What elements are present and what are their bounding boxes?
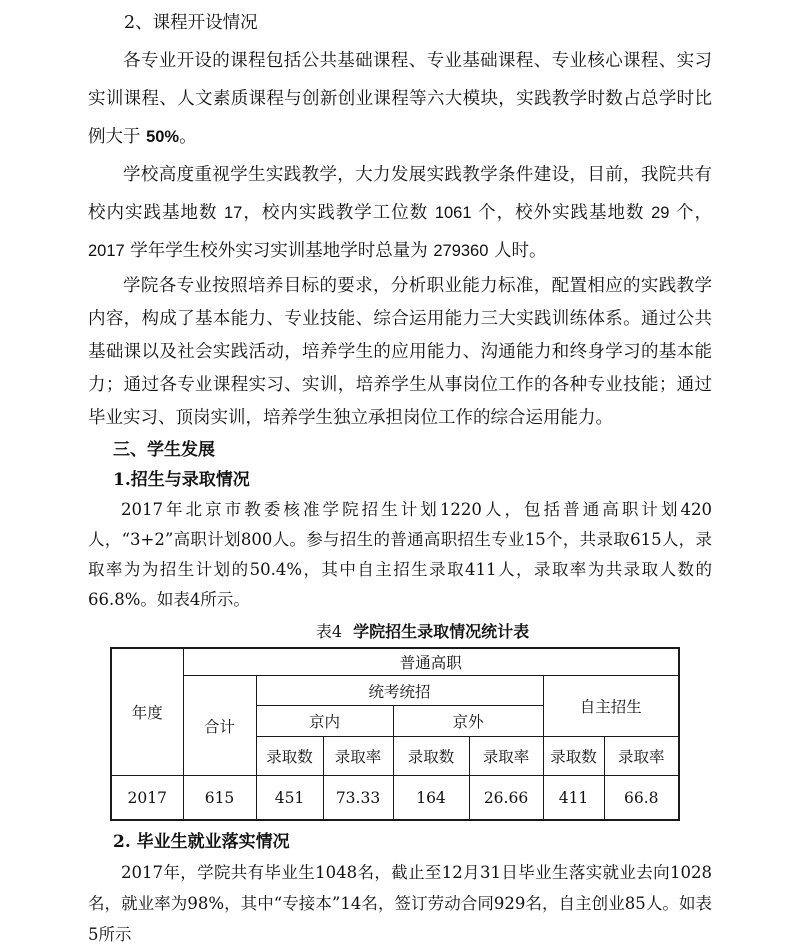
- cell-outside-count: 164: [393, 776, 469, 821]
- th-admitted-rate-independent: 录取率: [604, 737, 679, 776]
- heading-admission: 1.招生与录取情况: [113, 470, 250, 490]
- cell-total: 615: [183, 776, 256, 821]
- heading-employment: 2. 毕业生就业落实情况: [113, 832, 290, 852]
- th-admitted-count-independent: 录取数: [543, 737, 604, 776]
- th-admitted-rate-outside: 录取率: [469, 737, 543, 776]
- heading-curriculum: 2、课程开设情况: [124, 13, 258, 33]
- th-total: 合计: [183, 676, 256, 776]
- th-year: 年度: [111, 648, 183, 776]
- th-beijing-inside: 京内: [256, 706, 393, 737]
- cell-year: 2017: [111, 776, 183, 821]
- cell-independent-rate: 66.8: [604, 776, 679, 821]
- th-independent-admission: 自主招生: [543, 676, 679, 737]
- paragraph-employment: 2017年，学院共有毕业生1048名，截止至12月31日毕业生落实就业去向1028名，就业率为98%，其中“专接本”14名，签订劳动合同929名，自主创业85人。如表5所示: [88, 863, 712, 944]
- cell-inside-rate: 73.33: [323, 776, 393, 821]
- paragraph-training-system: 学院各专业按照培养目标的要求，分析职业能力标准，配置相应的实践教学内容，构成了基本能力、专业技能、综合运用能力三大实践训练体系。通过公共基础课以及社会实践活动，培养学生的应用能力、沟通能力和终身学习的基本能力；通过各专业课程实习、实训，培养学生从事岗位工作的各种专业技能；通过毕业实习、顶岗实训，培养学生独立承担岗位工作的综合运用能力。: [88, 276, 712, 428]
- th-admitted-rate-inside: 录取率: [323, 737, 393, 776]
- table-caption-title: 学院招生录取情况统计表: [353, 622, 530, 641]
- cell-inside-count: 451: [256, 776, 323, 821]
- paragraph-curriculum-overview: 各专业开设的课程包括公共基础课程、专业基础课程、专业核心课程、实习实训课程、人文素质课程与创新创业课程等六大模块，实践教学时数占总学时比例大于 50%。: [88, 51, 712, 147]
- cell-independent-count: 411: [543, 776, 604, 821]
- heading-student-development: 三、学生发展: [113, 440, 215, 460]
- th-general-vocational: 普通高职: [183, 648, 679, 676]
- th-admitted-count-inside: 录取数: [256, 737, 323, 776]
- table-caption: [133, 621, 712, 643]
- th-beijing-outside: 京外: [393, 706, 543, 737]
- th-unified-exam: 统考统招: [256, 676, 543, 706]
- paragraph-practice-bases: 学校高度重视学生实践教学，大力发展实践教学条件建设，目前，我院共有校内实践基地数 17，校内实践教学工位数 1061 个，校外实践基地数 29 个，2017 学年学生校外实习实训基地学时总量为 279360 人时。: [88, 165, 712, 261]
- cell-outside-rate: 26.66: [469, 776, 543, 821]
- admission-stats-table: [110, 647, 680, 821]
- paragraph-admission: 2017年北京市教委核准学院招生计划1220人，包括普通高职计划420人，“3+2”高职计划800人。参与招生的普通高职招生专业15个，共录取615人，录取率为为招生计划的50.4%，其中自主招生录取411人，录取率为共录取人数的66.8%。如表4所示。: [88, 500, 712, 609]
- th-admitted-count-outside: 录取数: [393, 737, 469, 776]
- table-caption-label: 表4: [315, 622, 343, 641]
